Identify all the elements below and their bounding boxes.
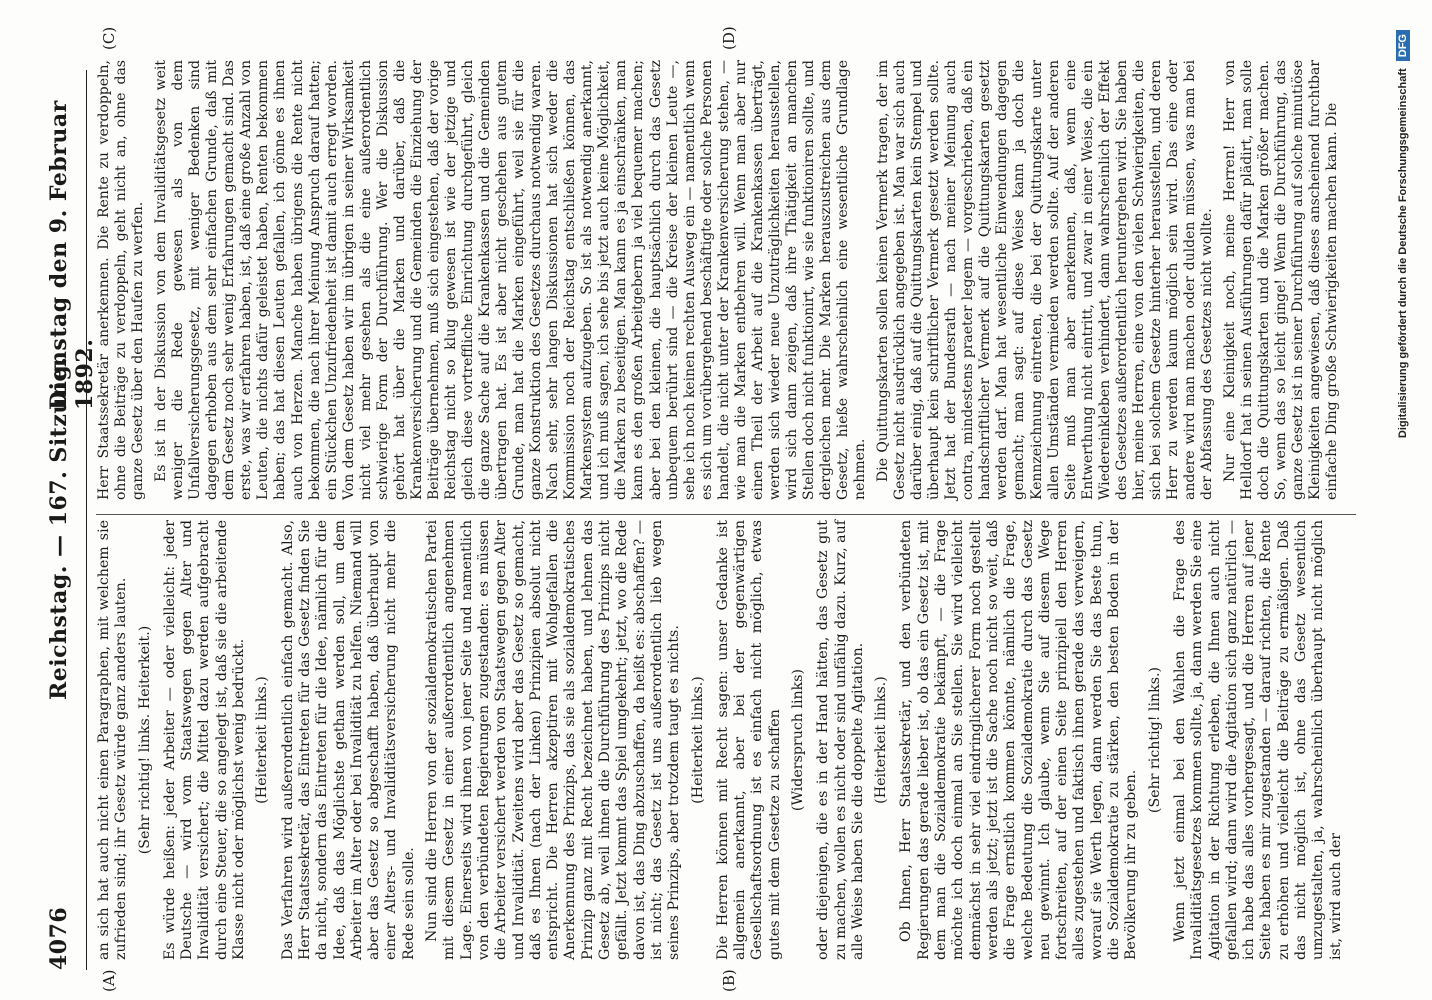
session-date: Dienstag den 9. Februar 1892. — [46, 100, 98, 410]
digitization-credit — [1396, 30, 1410, 438]
interjection: (Heiterkeit links.) — [689, 676, 706, 804]
column-divider — [96, 514, 1356, 515]
paragraph: oder diejenigen, die es in der Hand hätten, das Gesetz gut zu machen, wollen es nicht oder sind unfähig dazu. Kurz, auf alle Weise haben Sie die doppelte Agitation. — [815, 520, 866, 960]
credit-text: Digitalisierung gefördert durch die Deutsche Forschungsgemeinschaft — [1397, 68, 1409, 439]
interjection: (Heiterkeit links.) — [254, 676, 271, 804]
margin-marker-c: (C) — [100, 26, 118, 50]
paragraph: Die Herren können mit Recht sagen: unser Gedanke ist allgemein anerkannt, aber bei der gegenwärtigen Gesellschaftsordnung ist es einfach nicht möglich, etwas gutes mit dem Gesetze zu schaffen — [714, 520, 783, 960]
margin-marker-a: (A) — [100, 969, 118, 992]
interjection: (Sehr richtig! links.) — [1146, 666, 1163, 814]
paragraph: Die Quittungskarten sollen keinen Vermerk tragen, der im Gesetz nicht ausdrücklich angegeben ist. Man war sich auch darüber einig, daß auf die Quittungskarten kein Stempel und überhaupt kein schriftlicher Vermerk gesetzt werden sollte. Jetzt hat der Bundesrath — nach meiner Meinung auch contra, mindestens praeter legem — vorgeschrieben, daß ein handschriftlicher Vermerk auf die Quittungskarten gesetzt werden darf. Man hat wesentliche Einwendungen dagegen gemacht; man sagt: auf diese Weise kann ja doch die Kennzeichnung eintreten, die bei der Quittungskarte unter allen Umständen vermieden werden sollte. Auf der anderen Seite muß man aber anerkennen, daß, wenn eine Entwerthung nicht eintritt, und zwar in einer Weise, die ein Wiedereinkleben verhindert, dann wahrscheinlich der Effekt des Gesetzes außerordentlich heruntergehen wird. Sie haben hier, meine Herren, eine von den vielen Schwierigkeiten, die sich bei solchem Gesetze hinterher herausstellen, und deren Herr zu werden kaum möglich sein wird. Das eine oder andere wird man machen oder dulden müssen, was man bei der Abfassung des Gesetzes nicht wollte. — [875, 60, 1215, 500]
header-rule — [86, 70, 87, 970]
paragraph: Nur eine Kleinigkeit noch, meine Herren! Herr von Helldorf hat in seinen Ausführungen dafür plädirt, man solle doch die Quittungskarten und die Marken größer machen. So, wenn das so leicht ginge! Wenn die Durchführung, das ganze Gesetz ist in seiner Durchführung auf solche minutiöse Kleinigkeiten angewiesen, daß dieses anscheinend furchtbar einfache Ding große Schwierigkeiten machen kann. Die — [1222, 60, 1341, 500]
interjection: (Heiterkeit links.) — [873, 676, 890, 804]
interjection: (Widerspruch links) — [789, 668, 806, 812]
paragraph: Es ist in der Diskussion von dem Invaliditätsgesetz weit weniger die Rede gewesen als von dem Unfallversicherungsgesetz, mit weniger Bedenken sind dagegen erhoben aus dem sehr einfachen Grunde, daß mit dem Gesetz noch sehr wenig Erfahrungen gemacht sind. Das erste, was wir erfahren haben, ist, daß eine große Anzahl von Leuten, die nichts dafür geleistet haben, Renten bekommen haben; das hat diesen Leuten gefallen, ich gönne es ihnen auch von Herzen. Manche haben übrigens die Rente nicht bekommen, die nach ihrer Meinung Anspruch darauf hatten; ein Stückchen Unzufriedenheit ist damit auch erregt worden. Von dem Gesetz haben wir im übrigen in seiner Wirksamkeit nicht viel mehr gesehen als die eine außerordentlich schwierige Form der Durchführung. Wer die Diskussion gehört hat über die Marken und darüber, daß die Krankenversicherung und die Gemeinden die Einziehung der Beiträge übernehmen, muß sich eingestehen, daß der vorige Reichstag nicht so klug gewesen ist wie der jetzige und gleich diese vortreffliche Einrichtung durchgeführt, gleich die ganze Sache auf die Krankenkassen und die Gemeinden übertragen hat. Es ist aber nicht geschehen aus gutem Grunde, man hat die Marken eingeführt, weil sie für die ganze Konstruktion des Gesetzes durchaus notwendig waren. Nach sehr, sehr langen Diskussionen hat sich weder die Kommission noch der Reichstag entschließen können, das Markensystem aufzugeben. So ist als notwendig anerkannt, und ich muß sagen, ich sehe bis jetzt auch keine Möglichkeit, die Marken zu beseitigen. Man kann es ja einschränken, man kann es den großen Arbeitgebern ja viel bequemer machen; aber bei den kleinen, die hauptsächlich durch das Gesetz unbequem berührt sind — die Kreise der kleinen Leute —, sehe ich noch keinen rechten Ausweg ein — namentlich wenn es sich um vorübergehend beschäftigte oder solche Personen handelt, die nicht unter der Krankenversicherung stehen, — wie man die Marken entbehren will. Wenn man aber nur einen Theil der Arbeit auf die Krankenkassen überträgt, werden sich wieder neue Unzuträglichkeiten herausstellen, wird sich dann zeigen, daß ihre Thätigkeit an manchen Stellen doch nicht funktionirt, wie sie funktioniren sollte, und dergleichen mehr. Die Marken herauszustreichen aus dem Gesetz, hieße wahrscheinlich eine wesentliche Grundlage nehmen. — [153, 60, 869, 500]
margin-marker-d: (D) — [720, 26, 738, 50]
page-header — [40, 70, 98, 970]
paragraph: Ob Ihnen, Herr Staatssekretär, und den verbündeten Regierungen das gerade lieber ist, ob das ein Gesetz ist, mit dem man die Sozialdemokratie bekämpft, — die Frage möchte ich doch einmal an Sie stellen. Sie wird vielleicht demnächst in sehr viel eindringlicherer Form noch gestellt werden als jetzt; jetzt ist die Sache noch nicht so weit, daß die Frage ernstlich kommen könnte, nämlich die Frage, welche Bedeutung die Sozialdemokratie durch das Gesetz neu gewinnt. Ich glaube, wenn Sie auf diesem Wege fortschreiten, auf der einen Seite prinzipiell den Herren alles zugestehen und faktisch ihnen gerade das verweigern, worauf sie Werth legen, dann werden Sie das Beste thun, die Sozialdemokratie zu stärken, den besten Boden in der Bevölkerung ihr zu geben. — [898, 520, 1140, 960]
paragraph: Es würde heißen: jeder Arbeiter — oder vielleicht: jeder Deutsche — wird vom Staatswegen gegen Alter und Invalidität versichert; die Mittel dazu werden aufgebracht durch eine Steuer, die so angelegt ist, daß sie die arbeitende Klasse nicht oder möglichst wenig bedrückt. — [161, 520, 248, 960]
right-column — [96, 60, 1347, 500]
page-number: 4076 — [46, 906, 72, 970]
paragraph: Herr Staatssekretär anerkennen. Die Rente zu verdoppeln, ohne die Beiträge zu verdoppeln, geht nicht an, ohne das ganze Gesetz über den Haufen zu werfen. — [96, 60, 147, 500]
paragraph: Wenn jetzt einmal bei den Wahlen die Frage des Invaliditätsgesetzes kommen sollte, ja, dann werden Sie eine Agitation in der Richtung erleben, die Ihnen auch nicht gefallen wird; dann wird die Agitation sich ganz natürlich — ich habe das alles vorhergesagt, und die Herren auf jener Seite haben es mir zugestanden — darauf richten, die Rente zu erhöhen und vielleicht die Beiträge zu ermäßigen. Daß das nicht möglich ist, ohne das Gesetz wesentlich umzugestalten, ja, wahrscheinlich überhaupt nicht möglich ist, wird auch der — [1171, 520, 1344, 960]
session-title: Reichstag. — 167. Sitzung. — [46, 356, 72, 700]
interjection: (Sehr richtig! links. Heiterkeit.) — [136, 625, 153, 855]
paragraph: Das Verfahren wird außerordentlich einfach gemacht. Also, Herr Staatssekretär, das Eintreten für das Gesetz finden Sie da nicht, sondern das Eintreten für die Idee, nämlich für die Idee, daß das Möglichste gethan werden soll, um dem Arbeiter im Alter oder bei Invalidität zu helfen. Niemand will aber das Gesetz so abgeschafft haben, daß überhaupt von einer Alters- und Invaliditätsversicherung nicht mehr die Rede sein solle. — [279, 520, 417, 960]
margin-marker-b: (B) — [720, 969, 738, 992]
dfg-logo: DFG — [1396, 30, 1410, 61]
paragraph: Nun sind die Herren von der sozialdemokratischen Partei mit diesem Gesetz in einer außerordentlich angenehmen Lage. Einerseits wird ihnen von jener Seite und namentlich von den verbündeten Regierungen zugestanden: es müssen die Arbeiter versichert werden von Staatswegen gegen Alter und Invalidität. Zweitens wird aber das Gesetz so gemacht, daß es Ihnen (nach der Linken) Prinzipien absolut nicht entspricht. Die Herren akzeptiren mit Wohlgefallen die Anerkennung des Prinzips, das sie als sozialdemokratisches Prinzip ganz mit Recht bezeichnet haben, und lehnen das Gesetz ab, weil ihnen die Durchführung des Prinzips nicht gefällt. Jetzt kommt das Spiel umgekehrt; jetzt, wo die Rede davon ist, das Ding abzuschaffen, da heißt es: abschaffen? — ist nicht; das Gesetz ist uns außerordentlich lieb wegen seines Prinzips, aber trotzdem taugt es nichts. — [424, 520, 683, 960]
paragraph: an sich hat auch nicht einen Paragraphen, mit welchem sie zufrieden sind; ihr Gesetz würde ganz anders lauten. — [96, 520, 130, 960]
left-column — [96, 520, 1351, 960]
